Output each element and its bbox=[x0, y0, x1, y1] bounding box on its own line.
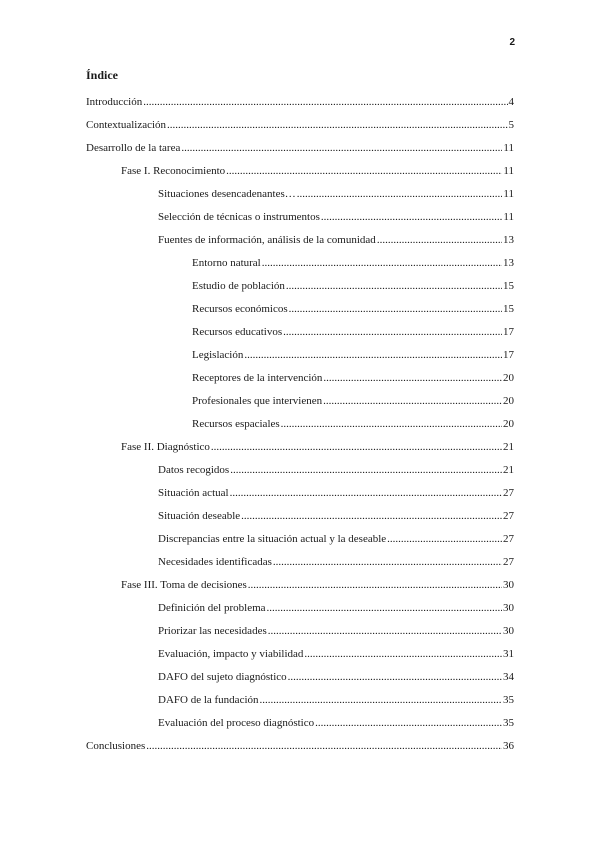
toc-leader bbox=[241, 509, 502, 523]
toc-entry[interactable] bbox=[86, 141, 514, 155]
toc-title: Índice bbox=[86, 68, 119, 82]
toc-entry-label: Fase III. Toma de decisiones bbox=[121, 579, 247, 591]
toc-entry-label: Evaluación, impacto y viabilidad bbox=[158, 648, 304, 660]
toc-entry-page: 11 bbox=[503, 165, 514, 177]
toc-entry[interactable] bbox=[192, 348, 514, 362]
toc-leader bbox=[273, 555, 502, 569]
toc-entry-page: 15 bbox=[503, 280, 514, 292]
toc-entry-label: Situación deseable bbox=[158, 510, 241, 522]
toc-entry-label: Desarrollo de la tarea bbox=[86, 142, 181, 154]
toc-entry-label: Fase II. Diagnóstico bbox=[121, 441, 210, 453]
toc-entry[interactable] bbox=[158, 693, 514, 707]
toc-entry[interactable] bbox=[192, 302, 514, 316]
toc-entry-page: 15 bbox=[503, 303, 514, 315]
toc-entry[interactable] bbox=[158, 486, 514, 500]
toc-entry-page: 20 bbox=[503, 372, 514, 384]
toc-entry-label: DAFO de la fundación bbox=[158, 694, 259, 706]
toc-entry-label: Introducción bbox=[86, 96, 143, 108]
toc-entry[interactable] bbox=[158, 210, 514, 224]
toc-entry[interactable] bbox=[121, 164, 514, 178]
toc-leader bbox=[321, 210, 503, 224]
toc-entry-label: DAFO del sujeto diagnóstico bbox=[158, 671, 287, 683]
toc-entry-label: Entorno natural bbox=[192, 257, 261, 269]
toc-entry-page: 5 bbox=[508, 119, 514, 131]
toc-leader bbox=[262, 256, 502, 270]
toc-entry-page: 17 bbox=[503, 326, 514, 338]
toc-entry-label: Definición del problema bbox=[158, 602, 266, 614]
toc-entry[interactable] bbox=[158, 233, 514, 247]
toc-entry-page: 27 bbox=[503, 533, 514, 545]
toc-entry-label: Situación actual bbox=[158, 487, 229, 499]
toc-entry[interactable] bbox=[158, 187, 514, 201]
toc-leader bbox=[286, 279, 502, 293]
toc-entry-page: 35 bbox=[503, 717, 514, 729]
toc-entry-label: Necesidades identificadas bbox=[158, 556, 272, 568]
toc-entry[interactable] bbox=[158, 601, 514, 615]
toc-entry-page: 30 bbox=[503, 602, 514, 614]
toc-entry-label: Discrepancias entre la situación actual y la deseable bbox=[158, 533, 387, 545]
toc-entry-label: Legislación bbox=[192, 349, 244, 361]
toc-entry[interactable] bbox=[158, 555, 514, 569]
toc-entry-page: 13 bbox=[503, 257, 514, 269]
toc-entry-label: Estudio de población bbox=[192, 280, 285, 292]
toc-entry-page: 27 bbox=[503, 510, 514, 522]
toc-entry-page: 31 bbox=[503, 648, 514, 660]
toc-entry[interactable] bbox=[192, 394, 514, 408]
toc-leader bbox=[230, 463, 502, 477]
toc-entry-label: Priorizar las necesidades bbox=[158, 625, 267, 637]
toc-entry-page: 36 bbox=[503, 740, 514, 752]
toc-entry[interactable] bbox=[192, 256, 514, 270]
toc-entry[interactable] bbox=[86, 95, 514, 109]
toc-leader bbox=[281, 417, 502, 431]
toc-entry-page: 20 bbox=[503, 418, 514, 430]
toc-entry-page: 21 bbox=[503, 464, 514, 476]
toc-entry-page: 21 bbox=[503, 441, 514, 453]
toc-entry-page: 13 bbox=[503, 234, 514, 246]
toc-leader bbox=[323, 394, 502, 408]
toc-entry[interactable] bbox=[158, 647, 514, 661]
toc-entry-label: Profesionales que intervienen bbox=[192, 395, 323, 407]
toc-entry-label: Contextualización bbox=[86, 119, 167, 131]
toc-leader bbox=[167, 118, 507, 132]
toc-entry-page: 34 bbox=[503, 671, 514, 683]
toc-entry[interactable] bbox=[192, 279, 514, 293]
toc-entry-page: 30 bbox=[503, 579, 514, 591]
toc-entry-label: Recursos espaciales bbox=[192, 418, 280, 430]
toc-entry[interactable] bbox=[158, 716, 514, 730]
page-number: 2 bbox=[509, 37, 515, 48]
toc-entry[interactable] bbox=[158, 463, 514, 477]
toc-entry-label: Fase I. Reconocimiento bbox=[121, 165, 226, 177]
toc-leader bbox=[181, 141, 502, 155]
toc-leader bbox=[260, 693, 502, 707]
toc-leader bbox=[304, 647, 502, 661]
toc-entry[interactable] bbox=[121, 440, 514, 454]
toc-leader bbox=[283, 325, 502, 339]
toc-entry[interactable] bbox=[86, 118, 514, 132]
toc-entry-label: Selección de técnicas o instrumentos bbox=[158, 211, 320, 223]
toc-entry-label: Datos recogidos bbox=[158, 464, 230, 476]
toc-entry-page: 11 bbox=[503, 211, 514, 223]
toc-entry-label: Recursos económicos bbox=[192, 303, 288, 315]
toc-entry[interactable] bbox=[121, 578, 514, 592]
toc-entry-label: Evaluación del proceso diagnóstico bbox=[158, 717, 315, 729]
toc-entry-page: 30 bbox=[503, 625, 514, 637]
toc-entry-page: 17 bbox=[503, 349, 514, 361]
toc-entry-page: 20 bbox=[503, 395, 514, 407]
toc-entry-page: 27 bbox=[503, 487, 514, 499]
toc-leader bbox=[244, 348, 502, 362]
toc-leader bbox=[143, 95, 507, 109]
toc-leader bbox=[323, 371, 502, 385]
toc-entry[interactable] bbox=[158, 509, 514, 523]
toc-leader bbox=[146, 739, 502, 753]
toc-entry[interactable] bbox=[158, 532, 514, 546]
toc-entry-label: Receptores de la intervención bbox=[192, 372, 323, 384]
toc-leader bbox=[230, 486, 502, 500]
toc-entry-page: 35 bbox=[503, 694, 514, 706]
toc-entry[interactable] bbox=[192, 371, 514, 385]
toc-leader bbox=[226, 164, 502, 178]
toc-entry-page: 11 bbox=[503, 142, 514, 154]
toc-leader bbox=[211, 440, 502, 454]
toc-entry-label: Situaciones desencadenantes… bbox=[158, 188, 296, 200]
toc-entry-label: Fuentes de información, análisis de la comunidad bbox=[158, 234, 376, 246]
toc-leader bbox=[268, 624, 502, 638]
toc-leader bbox=[267, 601, 502, 615]
toc-entry[interactable] bbox=[158, 624, 514, 638]
toc-leader bbox=[289, 302, 502, 316]
toc-leader bbox=[387, 532, 502, 546]
toc-entry-label: Conclusiones bbox=[86, 740, 146, 752]
toc-entry-page: 4 bbox=[508, 96, 514, 108]
toc-entry-page: 11 bbox=[503, 188, 514, 200]
toc-leader bbox=[248, 578, 502, 592]
toc-leader bbox=[288, 670, 502, 684]
toc-leader bbox=[377, 233, 502, 247]
toc-entry[interactable] bbox=[192, 417, 514, 431]
toc-entry[interactable] bbox=[158, 670, 514, 684]
toc-entry[interactable] bbox=[86, 739, 514, 753]
toc-entry-label: Recursos educativos bbox=[192, 326, 283, 338]
toc-leader bbox=[315, 716, 502, 730]
toc-leader bbox=[297, 187, 503, 201]
toc-entry[interactable] bbox=[192, 325, 514, 339]
toc-entry-page: 27 bbox=[503, 556, 514, 568]
